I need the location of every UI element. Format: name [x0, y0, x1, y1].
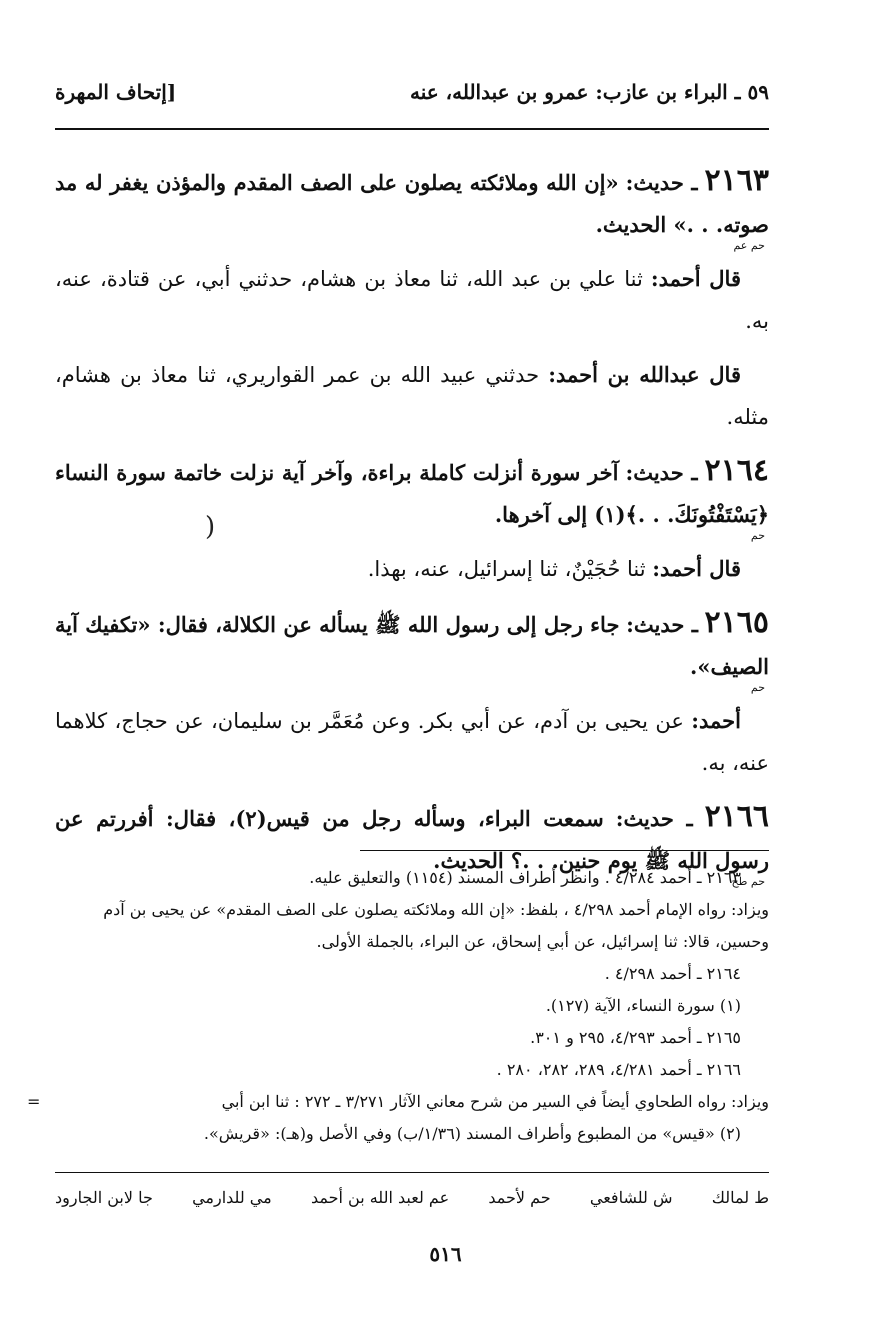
hadith-number: ٢١٦٣ — [704, 163, 769, 198]
isnad-chain — [55, 548, 769, 590]
isnad-chain — [55, 258, 769, 342]
abbreviation-item: جا لابن الجارود — [55, 1188, 153, 1207]
footnote: ٢١٦٤ ـ أحمد ٤/٢٩٨ . — [604, 964, 741, 983]
chain-text: عن يحيى بن آدم، عن أبي بكر. وعن مُعَمَّر بن سليمان، عن حجاج، كلاهما عنه، به. — [55, 709, 769, 775]
hadith-number: ٢١٦٤ — [704, 453, 769, 488]
abbreviation-key — [55, 1188, 769, 1207]
footnotes — [27, 862, 769, 1150]
hadith-number: ٢١٦٦ — [704, 799, 770, 834]
footnote: ويزاد: رواه الإمام أحمد ٤/٢٩٨ ، بلفظ: «إن الله وملائكته يصلون على الصف المقدم» عن يحيى بن آدم وحسين، قالا: ثنا إسرائيل، عن أبي إسحاق، عن البراء، بالجملة الأولى. — [103, 900, 769, 951]
hadith-label: ـ حديث: — [626, 612, 698, 637]
source-tag: حم — [750, 681, 765, 694]
hadith-label: ـ حديث: — [625, 460, 698, 485]
footnote-text: ويزاد: رواه الطحاوي أيضاً في السير من شرح معاني الآثار ٣/٢٧١ ـ ٢٧٢ : ثنا ابن أبي — [221, 1092, 769, 1111]
hadith-text: آخر سورة أنزلت كاملة براءة، وآخر آية نزلت خاتمة سورة النساء ﴿يَسْتَفْتُونَكَ. . .﴾(١) إلى آخرها. — [55, 460, 769, 527]
hadith-text: جاء رجل إلى رسول الله ﷺ يسأله عن الكلالة، فقال: «تكفيك آية الصيف». — [55, 612, 769, 679]
chain-label: أحمد: — [691, 708, 741, 733]
chain-text: ثنا حُجَيْنٌ، ثنا إسرائيل، عنه، بهذا. — [367, 557, 646, 581]
footnote: ٢١٦٥ ـ أحمد ٤/٢٩٣، ٢٩٥ و ٣٠١. — [530, 1028, 741, 1047]
hadith-number: ٢١٦٥ — [704, 605, 769, 640]
abbreviation-item: عم لعبد الله بن أحمد — [310, 1188, 450, 1207]
hadith-text: سمعت البراء، وسأله رجل من قيس(٢)، فقال: أفررتم عن رسول الله ﷺ يوم حنين. . .؟ الحديث. — [55, 806, 769, 873]
source-tag: حم — [750, 529, 765, 542]
page-number: ٥١٦ — [429, 1242, 462, 1266]
hadith-2165 — [55, 602, 769, 694]
abbreviation-item: ط لمالك — [711, 1188, 769, 1207]
footnote-rule — [360, 850, 769, 851]
book-title: [إتحاف المهرة — [55, 80, 177, 104]
running-header — [55, 80, 769, 116]
footnote: (٢) «قيس» من المطبوع وأطراف المسند (١/٣٦/ب) وفي الأصل و(هـ): «قريش». — [203, 1124, 741, 1143]
chain-label: قال أحمد: — [652, 556, 741, 581]
source-tag: حم عم — [733, 239, 765, 252]
footnote: ٢١٦٣ ـ أحمد ٤/٢٨٤ . وانظر أطراف المسند (١١٥٤) والتعليق عليه. — [309, 868, 741, 887]
header-rule — [55, 128, 769, 130]
running-title: ٥٩ ـ البراء بن عازب: عمرو بن عبدالله، عنه — [409, 80, 769, 104]
isnad-chain — [55, 354, 769, 438]
hadith-label: ـ حديث: — [615, 806, 693, 831]
abbreviation-item: ش للشافعي — [589, 1188, 673, 1207]
chain-label: قال عبدالله بن أحمد: — [548, 362, 741, 387]
footnote: ٢١٦٦ ـ أحمد ٤/٢٨١، ٢٨٩، ٢٨٢، ٢٨٠ . — [496, 1060, 741, 1079]
isnad-chain — [55, 700, 769, 784]
hadith-2164 — [55, 450, 769, 542]
abbreviation-item: مي للدارمي — [192, 1188, 272, 1207]
abbreviation-rule — [55, 1172, 769, 1173]
abbreviation-item: حم لأحمد — [488, 1188, 551, 1207]
hadith-2163 — [55, 160, 769, 252]
footnote — [27, 1086, 769, 1118]
stray-paren-mark: ( — [205, 512, 216, 542]
chain-text: حدثني عبيد الله بن عمر القواريري، ثنا معاذ بن هشام، مثله. — [55, 363, 769, 429]
chain-label: قال أحمد: — [650, 266, 741, 291]
chain-text: ثنا علي بن عبد الله، ثنا معاذ بن هشام، حدثني أبي، عن قتادة، عنه، به. — [55, 267, 769, 333]
hadith-label: ـ حديث: — [625, 170, 698, 195]
continuation-mark: = — [27, 1092, 41, 1111]
footnote: (١) سورة النساء، الآية (١٢٧). — [545, 996, 741, 1015]
main-text — [55, 160, 769, 894]
source-tag: حم طح — [731, 875, 765, 888]
hadith-text: «إن الله وملائكته يصلون على الصف المقدم والمؤذن يغفر له مد صوته. . .» الحديث. — [55, 170, 769, 237]
